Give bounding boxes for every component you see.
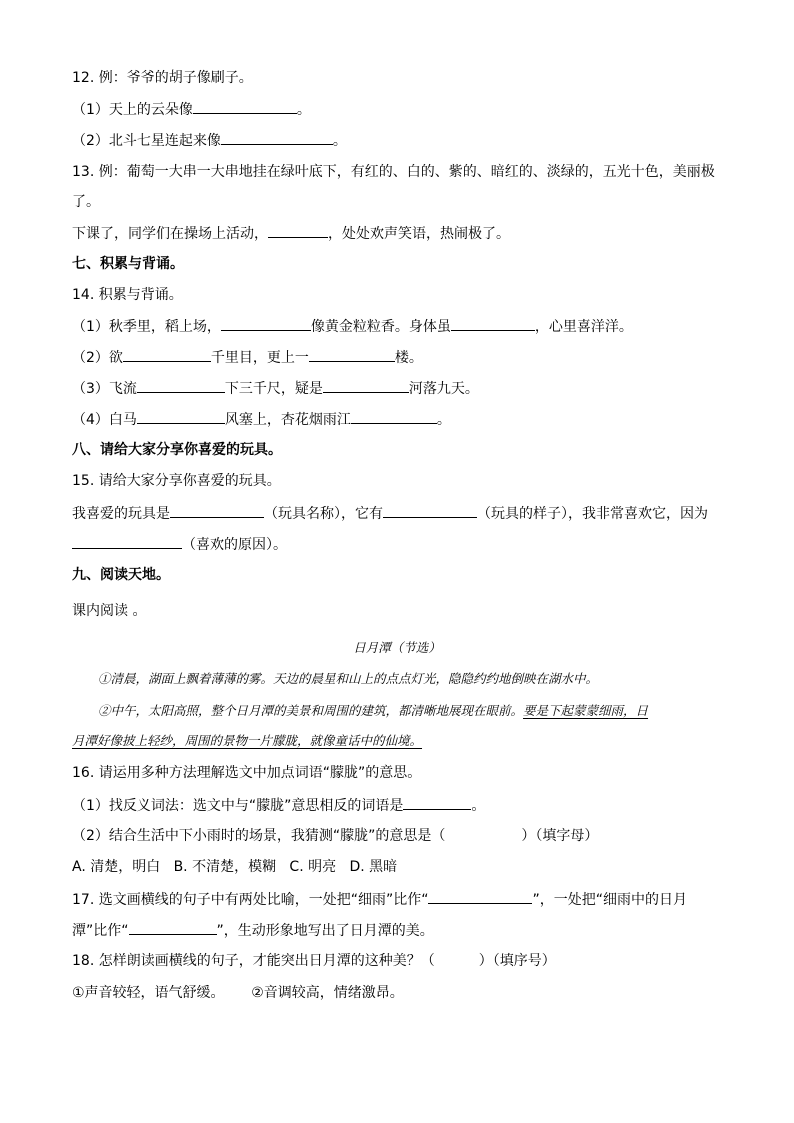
q15-line1-c: （玩具的样子），我非常喜欢它，因为 bbox=[477, 506, 708, 522]
q15-line2-b: （喜欢的原因）。 bbox=[182, 537, 287, 553]
q16-item1-a: （1）找反义词法：选文中与“朦胧”意思相反的词语是 bbox=[72, 798, 404, 814]
q16-item2-a: （2）结合生活中下小雨时的场景，我猜测“朦胧”的意思是（ bbox=[72, 828, 446, 844]
q12-item1 bbox=[72, 99, 311, 120]
q14-item3 bbox=[72, 378, 479, 399]
q14-item2-blank1[interactable] bbox=[123, 347, 211, 362]
q14-item1 bbox=[72, 316, 633, 337]
q12-title: 12. 例：爷爷的胡子像刷子。 bbox=[72, 70, 253, 86]
q13-line3 bbox=[72, 223, 510, 244]
q15-blank2[interactable] bbox=[383, 503, 477, 518]
q14-item1-a: （1）秋季里，稻上场， bbox=[72, 319, 221, 335]
q14-item2-b: 千里目，更上一 bbox=[210, 350, 309, 366]
q12-item1-end: 。 bbox=[296, 102, 311, 118]
q14-item4-blank1[interactable] bbox=[137, 409, 225, 424]
q17-blank1[interactable] bbox=[428, 889, 532, 904]
q17-blank2[interactable] bbox=[129, 920, 217, 935]
passage-p2-plain: ②中午，太阳高照，整个日月潭的美景和周围的建筑，都清晰地展现在眼前。 bbox=[98, 703, 524, 718]
q17-line1-b: ”，一处把“细雨中的日月 bbox=[532, 892, 687, 908]
q14-item2-c: 楼。 bbox=[394, 350, 423, 366]
q14-item4-blank2[interactable] bbox=[351, 409, 437, 424]
q12-item2-blank[interactable] bbox=[221, 130, 333, 145]
q18-title-b: ）（填序号） bbox=[478, 953, 556, 969]
q14-item4-c: 。 bbox=[436, 412, 451, 428]
q13-blank[interactable] bbox=[268, 223, 328, 238]
q14-item3-a: （3）飞流 bbox=[72, 381, 137, 397]
q14-item4 bbox=[72, 409, 451, 430]
q14-item3-b: 下三千尺，疑是 bbox=[224, 381, 323, 397]
q14-item1-b: 像黄金粒粒香。身体虽 bbox=[310, 319, 451, 335]
q17-line1 bbox=[72, 889, 687, 910]
q13-line3-text-b: ，处处欢声笑语，热闹极了。 bbox=[328, 226, 510, 242]
q18-options: ①声音较轻，语气舒缓。 ②音调较高，情绪激昂。 bbox=[72, 985, 404, 1001]
q15-line1-b: （玩具名称），它有 bbox=[264, 506, 383, 522]
q16-item2-b: ）（填字母） bbox=[521, 828, 599, 844]
q12-item2-end: 。 bbox=[332, 133, 347, 149]
q14-item3-blank1[interactable] bbox=[137, 378, 225, 393]
q16-options: A. 清楚，明白 B. 不清楚，模糊 C. 明亮 D. 黑暗 bbox=[72, 859, 398, 875]
q16-title: 16. 请运用多种方法理解选文中加点词语“朦胧”的意思。 bbox=[72, 765, 422, 781]
q14-item1-blank1[interactable] bbox=[221, 316, 311, 331]
q13-line2: 了。 bbox=[72, 194, 100, 210]
q14-item3-c: 河落九天。 bbox=[408, 381, 479, 397]
q12-item2 bbox=[72, 130, 347, 151]
section8-heading: 八、请给大家分享你喜爱的玩具。 bbox=[72, 442, 282, 458]
passage-title: 日月潭（节选） bbox=[353, 640, 441, 655]
q16-blank[interactable] bbox=[403, 795, 471, 810]
q17-line2 bbox=[72, 920, 434, 941]
q13-line1: 13. 例：葡萄一大串一大串地挂在绿叶底下，有红的、白的、紫的、暗红的、淡绿的，五光十色，美丽极 bbox=[72, 164, 715, 180]
q16-item1 bbox=[72, 795, 485, 816]
q15-line1-a: 我喜爱的玩具是 bbox=[72, 506, 170, 522]
q12-item2-text: （2）北斗七星连起来像 bbox=[72, 133, 221, 149]
q16-item1-b: 。 bbox=[471, 798, 486, 814]
q14-item3-blank2[interactable] bbox=[323, 378, 409, 393]
q14-item1-blank2[interactable] bbox=[451, 316, 535, 331]
q18-title bbox=[72, 951, 556, 971]
passage-paragraph-1: ①清晨，湖面上飘着薄薄的雾。天边的晨星和山上的点点灯光，隐隐约约地倒映在湖水中。 bbox=[98, 671, 599, 686]
q14-item4-a: （4）白马 bbox=[72, 412, 137, 428]
section7-heading: 七、积累与背诵。 bbox=[72, 256, 184, 272]
q17-line2-a: 潭”比作“ bbox=[72, 923, 129, 939]
q12-item1-blank[interactable] bbox=[193, 99, 297, 114]
q12-item1-text: （1）天上的云朵像 bbox=[72, 102, 193, 118]
q14-item2 bbox=[72, 347, 423, 368]
q14-item1-c: ，心里喜洋洋。 bbox=[534, 319, 633, 335]
q14-title: 14. 积累与背诵。 bbox=[72, 287, 183, 303]
q15-blank1[interactable] bbox=[170, 503, 264, 518]
q13-line3-text-a: 下课了，同学们在操场上活动， bbox=[72, 226, 268, 242]
q14-item4-b: 风塞上，杏花烟雨江 bbox=[224, 412, 351, 428]
q14-item2-blank2[interactable] bbox=[309, 347, 395, 362]
passage-paragraph-2-cont: 月潭好像披上轻纱，周围的景物一片朦胧，就像童话中的仙境。 bbox=[72, 733, 423, 748]
q15-blank3[interactable] bbox=[72, 534, 182, 549]
q17-line1-a: 17. 选文画横线的句子中有两处比喻，一处把“细雨”比作“ bbox=[72, 892, 429, 908]
q15-line2 bbox=[72, 534, 287, 555]
section9-heading: 九、阅读天地。 bbox=[72, 567, 170, 583]
q18-title-a: 18. 怎样朗读画横线的句子，才能突出日月潭的这种美？（ bbox=[72, 953, 435, 969]
q16-item2 bbox=[72, 826, 598, 846]
passage-paragraph-2 bbox=[98, 701, 648, 721]
q17-line2-b: ”，生动形象地写出了日月潭的美。 bbox=[216, 923, 434, 939]
passage-p2-underlined: 要是下起蒙蒙细雨，日 bbox=[523, 703, 649, 718]
q14-item2-a: （2）欲 bbox=[72, 350, 123, 366]
reading-intro: 课内阅读 。 bbox=[72, 603, 147, 619]
q15-line1 bbox=[72, 503, 708, 524]
q15-title: 15. 请给大家分享你喜爱的玩具。 bbox=[72, 473, 281, 489]
